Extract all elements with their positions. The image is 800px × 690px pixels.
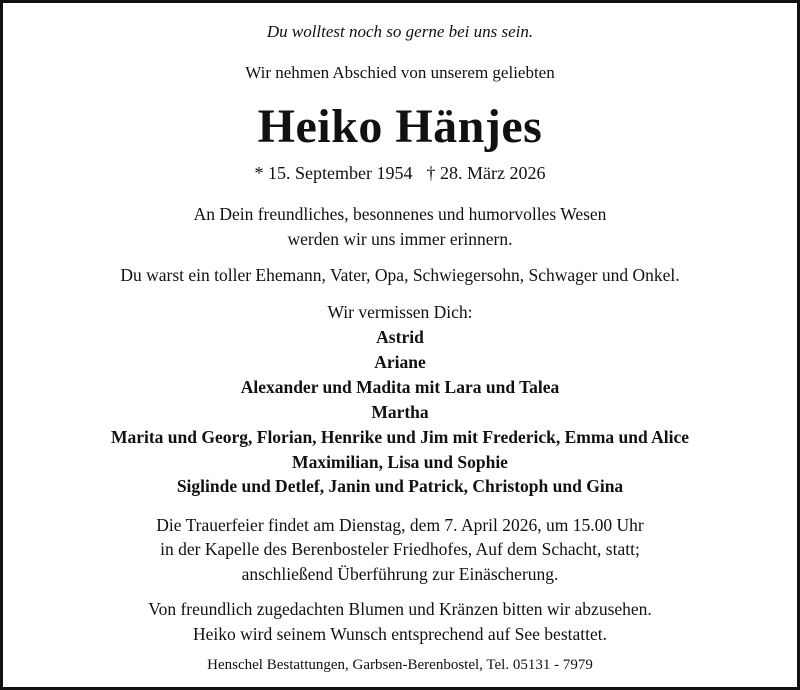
mourner-line: Astrid [376, 327, 424, 347]
request-line: Von freundlich zugedachten Blumen und Kränzen bitten wir abzusehen. [148, 599, 652, 619]
ceremony-line: anschließend Überführung zur Einäscherung. [241, 564, 559, 584]
mourner-line: Ariane [374, 352, 426, 372]
mourner-line: Maximilian, Lisa und Sophie [292, 452, 508, 472]
ceremony-line: Die Trauerfeier findet am Dienstag, dem 7. April 2026, um 15.00 Uhr [156, 515, 644, 535]
mourner-line: Alexander und Madita mit Lara und Talea [240, 377, 560, 397]
mourner-line: Marita und Georg, Florian, Henrike und Jim mit Frederick, Emma und Alice [110, 427, 690, 447]
ceremony-line: in der Kapelle des Berenbosteler Friedhofes, Auf dem Schacht, statt; [160, 539, 640, 559]
motto: Du wolltest noch so gerne bei uns sein. [266, 22, 534, 41]
undertaker-info: Henschel Bestattungen, Garbsen-Berenbostel, Tel. 05131 - 7979 [207, 657, 593, 673]
mourner-line: Siglinde und Detlef, Janin und Patrick, Christoph und Gina [176, 476, 624, 496]
request-line: Heiko wird seinem Wunsch entsprechend auf See bestattet. [193, 624, 607, 644]
roles-text: Du warst ein toller Ehemann, Vater, Opa, Schwiegersohn, Schwager und Onkel. [120, 265, 680, 285]
deceased-name: Heiko Hänjes [257, 100, 543, 153]
tribute-line: werden wir uns immer erinnern. [287, 229, 513, 249]
life-dates [3, 163, 797, 184]
intro-text: Wir nehmen Abschied von unserem geliebten [245, 63, 555, 82]
tribute-line: An Dein freundliches, besonnenes und humorvolles Wesen [193, 204, 607, 224]
mourner-line: Martha [371, 402, 429, 422]
mourners-heading: Wir vermissen Dich: [327, 302, 473, 322]
birth-date: * 15. September 1954 [254, 163, 413, 183]
death-date: † 28. März 2026 [426, 163, 546, 183]
